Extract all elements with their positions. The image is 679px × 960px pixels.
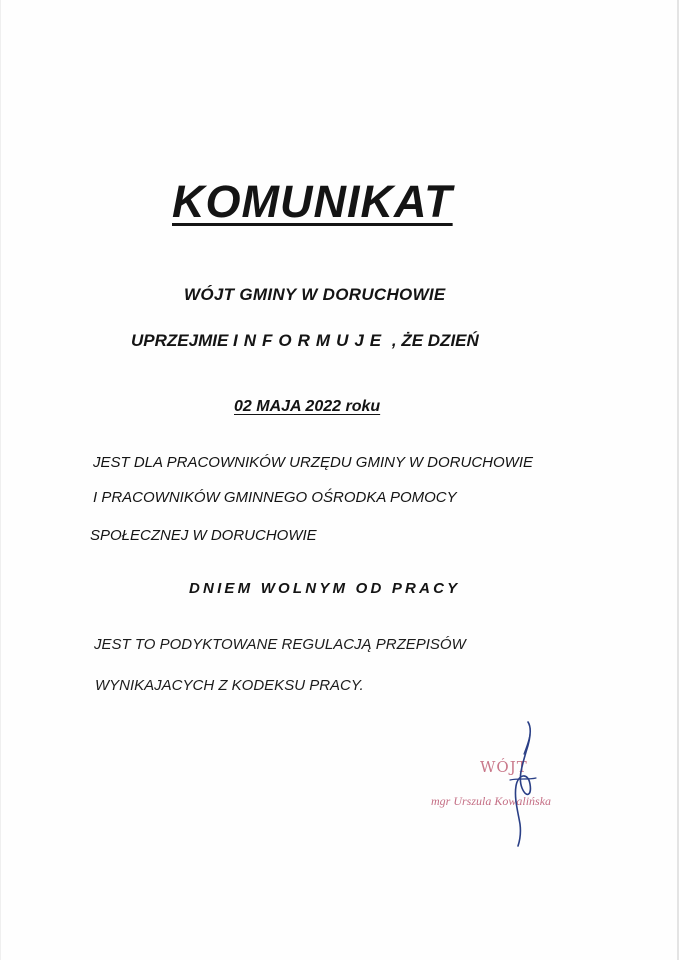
handwritten-signature [488,718,558,848]
heading-line-2-end: , ŻE DZIEŃ [391,331,479,350]
heading-line-2-start: UPRZEJMIE [131,331,234,350]
body-line-2: I PRACOWNIKÓW GMINNEGO OŚRODKA POMOCY [93,489,457,506]
note-line-1: JEST TO PODYKTOWANE REGULACJĄ PRZEPISÓW [94,636,466,653]
stamp-title: WÓJT [480,758,528,776]
stamp-name: mgr Urszula Kowalińska [431,794,552,808]
free-day-line: DNIEM WOLNYM OD PRACY [189,580,461,597]
heading-line-1: WÓJT GMINY W DORUCHOWIE [184,285,446,304]
page-edge-left [0,0,1,960]
note-line-2: WYNIKAJACYCH Z KODEKSU PRACY. [95,677,364,694]
date-line: 02 MAJA 2022 roku [234,398,381,415]
document-title: KOMUNIKAT [172,176,453,227]
body-line-3: SPOŁECZNEJ W DORUCHOWIE [90,527,317,544]
body-line-1: JEST DLA PRACOWNIKÓW URZĘDU GMINY W DORUCHOWIE [93,454,534,471]
heading-line-2 [131,330,479,352]
heading-line-2-spaced-word: INFORMUJE [233,331,388,350]
